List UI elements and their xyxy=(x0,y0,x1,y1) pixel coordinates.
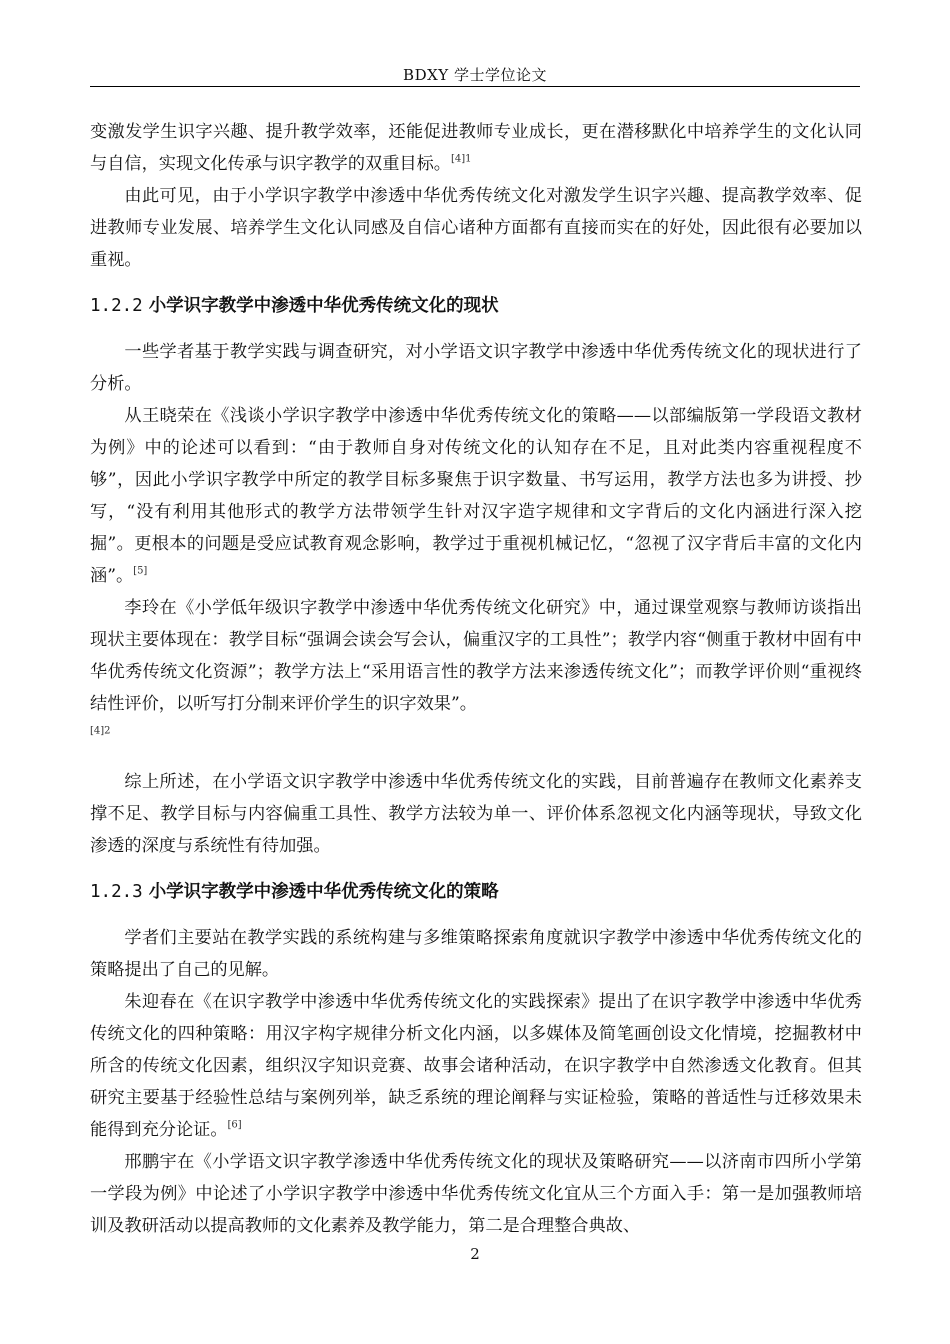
paragraph: 由此可见，由于小学识字教学中渗透中华优秀传统文化对激发学生识字兴趣、提高教学效率、促进教师专业发展、培养学生文化认同感及自信心诸种方面都有直接而实在的好处，因此很有必要加以重视。 xyxy=(90,186,862,270)
section-number: 1.2.3 xyxy=(90,882,143,902)
citation: [6] xyxy=(227,1119,242,1131)
spacer xyxy=(90,752,862,766)
paragraph: 变激发学生识字兴趣、提升教学效率，还能促进教师专业成长，更在潜移默化中培养学生的文化认同与自信，实现文化传承与识字教学的双重目标。$^{[4]1}$ xyxy=(90,122,862,174)
paragraph: 从王晓荣在《浅谈小学识字教学中渗透中华优秀传统文化的策略——以部编版第一学段语文教材为例》中的论述可以看到：“由于教师自身对传统文化的认知存在不足，且对此类内容重视程度不够”，因此小学识字教学中所定的教学目标多聚焦于识字数量、书写运用，教学方法也多为讲授、抄写，“没有利用其他形式的教学方法带领学生针对汉字造字规律和文字背后的文化内涵进行深入挖掘”。更根本的问题是受应试教育观念影响，教学过于重视机械记忆，“忽视了汉字背后丰富的文化内涵”。[5] xyxy=(90,406,862,586)
citation: [4]2 xyxy=(90,725,111,737)
paragraph: 学者们主要站在教学实践的系统构建与多维策略探索角度就识字教学中渗透中华优秀传统文化的策略提出了自己的见解。 xyxy=(90,928,862,980)
section-title: 小学识字教学中渗透中华优秀传统文化的现状 xyxy=(148,296,499,316)
section-number: 1.2.2 xyxy=(90,296,143,316)
page-number: 2 xyxy=(470,1245,480,1263)
page-body xyxy=(90,116,862,1242)
citation: [5] xyxy=(133,565,148,577)
header-rule xyxy=(90,86,860,87)
paragraph: 李玲在《小学低年级识字教学中渗透中华优秀传统文化研究》中，通过课堂观察与教师访谈指出现状主要体现在：教学目标“强调会读会写会认，偏重汉字的工具性”；教学内容“侧重于教材中固有中华优秀传统文化资源”；教学方法上“采用语言性的教学方法来渗透传统文化”；而教学评价则“重视终结性评价，以听写打分制来评价学生的识字效果”。 $^{[4]2}$ xyxy=(90,598,862,737)
paragraph: 一些学者基于教学实践与调查研究，对小学语文识字教学中渗透中华优秀传统文化的现状进行了分析。 xyxy=(90,342,862,394)
section-heading xyxy=(90,876,862,908)
running-header: BDXY 学士学位论文 xyxy=(403,66,547,84)
paragraph: 朱迎春在《在识字教学中渗透中华优秀传统文化的实践探索》提出了在识字教学中渗透中华优秀传统文化的四种策略：用汉字构字规律分析文化内涵，以多媒体及简笔画创设文化情境，挖掘教材中所含的传统文化因素，组织汉字知识竞赛、故事会诸种活动，在识字教学中自然渗透文化教育。但其研究主要基于经验性总结与案例列举，缺乏系统的理论阐释与实证检验，策略的普适性与迁移效果未能得到充分论证。[6] xyxy=(90,992,862,1140)
section-heading xyxy=(90,290,862,322)
section-title: 小学识字教学中渗透中华优秀传统文化的策略 xyxy=(148,882,499,902)
paragraph: 邢鹏宇在《小学语文识字教学渗透中华优秀传统文化的现状及策略研究——以济南市四所小学第一学段为例》中论述了小学识字教学中渗透中华优秀传统文化宜从三个方面入手：第一是加强教师培训及教研活动以提高教师的文化素养及教学能力，第二是合理整合典故、 xyxy=(90,1152,862,1236)
paragraph: 综上所述，在小学语文识字教学中渗透中华优秀传统文化的实践，目前普遍存在教师文化素养支撑不足、教学目标与内容偏重工具性、教学方法较为单一、评价体系忽视文化内涵等现状，导致文化渗透的深度与系统性有待加强。 xyxy=(90,772,862,856)
citation: [4]1 xyxy=(450,153,472,165)
